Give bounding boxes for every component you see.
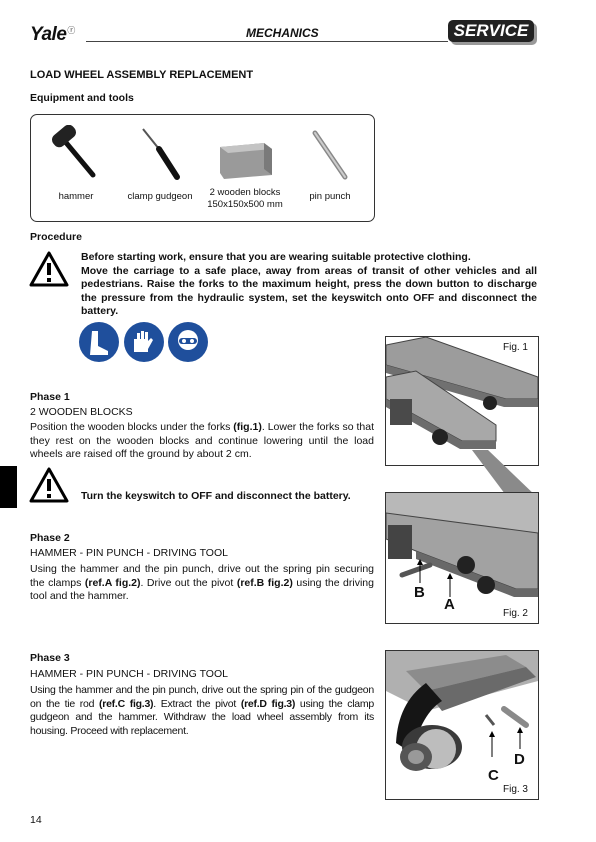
safety-boots-icon — [79, 322, 119, 362]
tool-label: pin punch — [309, 191, 351, 202]
callout-d: D — [514, 751, 525, 768]
pin-punch-icon — [295, 125, 365, 185]
equipment-heading: Equipment and tools — [30, 92, 134, 104]
phase-1-subtitle: 2 WOODEN BLOCKS — [30, 406, 133, 418]
callout-a: A — [444, 596, 455, 613]
phase-1-title: Phase 1 — [30, 391, 70, 403]
hammer-icon — [41, 125, 111, 185]
pallet-truck-forks-illustration — [386, 337, 538, 465]
section-title: MECHANICS — [246, 26, 319, 40]
tool-label: clamp gudgeon — [127, 191, 193, 202]
figure-caption: Fig. 1 — [502, 342, 528, 353]
page-title: LOAD WHEEL ASSEMBLY REPLACEMENT — [30, 69, 254, 81]
phase-2-title: Phase 2 — [30, 532, 70, 544]
phase-2-text: Using the hammer and the pin punch, drive out the spring pin securing the clamps (ref.A fig.2). Drive out the pivot (ref.B fig.2) using the driving tool and the hammer. — [30, 563, 374, 602]
callout-b: B — [414, 584, 425, 601]
tool-label: hammer — [58, 191, 94, 202]
header-rule — [86, 41, 448, 42]
safety-warning: Before starting work, ensure that you are wearing suitable protective clothing. Move the carriage to a safe place, away from areas of transit of other vehicles and all pedestrians. Raise the forks to the maximum height, press the down button to discharge the pressure from the hydraulic system, set the keyswitch onto OFF and disconnect the battery. — [81, 251, 537, 317]
load-wheel-closeup-illustration — [386, 493, 538, 623]
figure-caption: Fig. 3 — [502, 784, 528, 795]
tool-wooden-blocks — [199, 115, 291, 210]
figure-3 — [385, 650, 539, 800]
phase-1-text: Position the wooden blocks under the forks (fig.1). Lower the forks so that they rest on the wooden blocks and continue lowering until the load wheels are raised off the ground by about 2 cm. — [30, 421, 374, 460]
tool-pin-punch — [285, 115, 375, 202]
figure-1 — [385, 336, 539, 466]
phase-3-subtitle: HAMMER - PIN PUNCH - DRIVING TOOL — [30, 668, 228, 680]
callout-c: C — [488, 767, 499, 784]
load-wheel-housing-illustration — [386, 651, 538, 799]
phase-3-text: Using the hammer and the pin punch, drive out the spring pin of the gudgeon on the tie rod (ref.C fig.3). Extract the pivot (ref.D fig.3) using the clamp gudgeon and the hammer. Withdraw the load wheel assembly from its housing. Proceed with replacement. — [30, 684, 374, 737]
chapter-tab — [0, 466, 17, 508]
phase-2-subtitle: HAMMER - PIN PUNCH - DRIVING TOOL — [30, 547, 228, 559]
procedure-heading: Procedure — [30, 231, 82, 243]
goggles-icon — [168, 322, 208, 362]
clamp-gudgeon-icon — [125, 125, 195, 185]
tool-label-multiline: 2 wooden blocks 150x150x500 mm — [207, 187, 283, 210]
figure-2 — [385, 492, 539, 624]
brand-logo: Yaleⓡ — [30, 24, 75, 45]
service-badge: SERVICE — [448, 20, 534, 42]
wooden-blocks-icon — [210, 125, 280, 185]
battery-warning: Turn the keyswitch to OFF and disconnect the battery. — [81, 490, 351, 502]
gloves-icon — [124, 322, 164, 362]
tool-hammer — [31, 115, 121, 202]
warning-icon — [28, 250, 70, 288]
phase-3-title: Phase 3 — [30, 652, 70, 664]
tool-clamp-gudgeon — [115, 115, 205, 202]
equipment-panel — [30, 114, 375, 222]
warning-icon — [28, 466, 70, 504]
page-number: 14 — [30, 814, 42, 826]
figure-caption: Fig. 2 — [502, 608, 528, 619]
